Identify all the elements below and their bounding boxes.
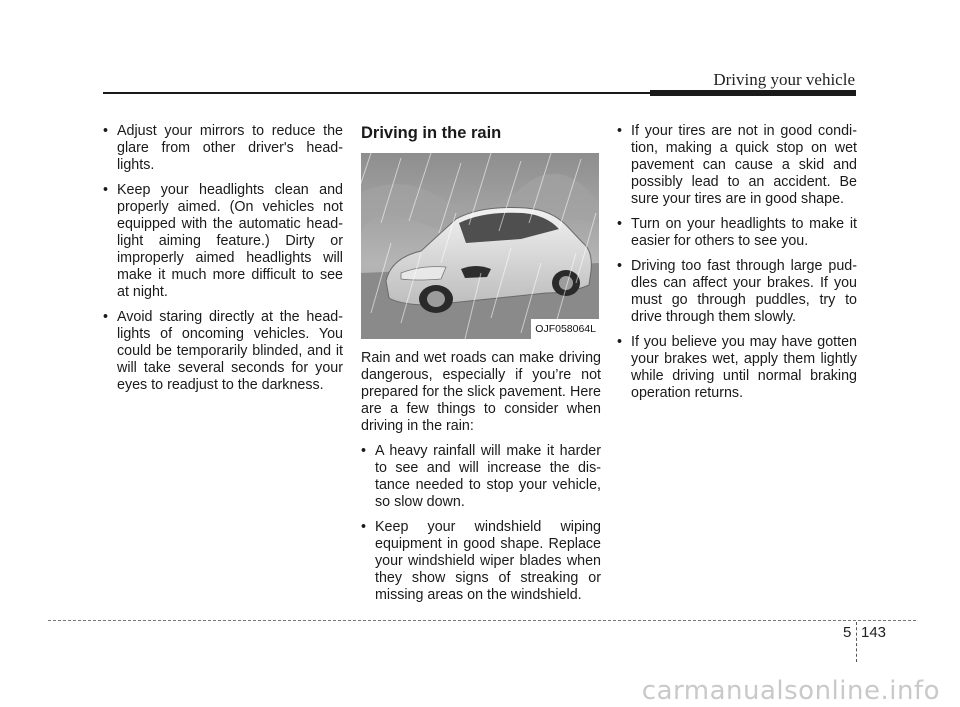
bullet-glyph: • bbox=[617, 123, 623, 139]
list-item bbox=[103, 123, 343, 174]
watermark: carmanualsonline.info bbox=[641, 676, 940, 706]
list-item-text: Keep your windshield wiping equipment in good shape. Replace your windshield wiper blades when they show signs of streaking or missing areas on the windshield. bbox=[375, 519, 601, 603]
list-item bbox=[103, 182, 343, 301]
list-item bbox=[103, 309, 343, 394]
list-item bbox=[617, 258, 857, 326]
bullet-glyph: • bbox=[103, 309, 109, 325]
list-item bbox=[361, 519, 601, 604]
bullet-glyph: • bbox=[617, 334, 623, 350]
bullet-glyph: • bbox=[617, 216, 623, 232]
rain-car-illustration bbox=[361, 153, 599, 339]
list-item-text: Driving too fast through large pud-dles can affect your brakes. If you must go through puddles, try to drive through them slowly. bbox=[631, 258, 857, 325]
list-item bbox=[617, 216, 857, 250]
page-header-title: Driving your vehicle bbox=[713, 70, 855, 89]
page-number: 143 bbox=[861, 624, 887, 641]
list-item-text: Avoid staring directly at the head-lights of oncoming vehicles. You could be temporarily blinded, and it will take several seconds for your eyes to readjust to the darkness. bbox=[117, 309, 343, 393]
left-column bbox=[103, 123, 343, 402]
bullet-glyph: • bbox=[361, 519, 367, 535]
footer-divider bbox=[856, 622, 857, 662]
bullet-glyph: • bbox=[361, 443, 367, 459]
list-item bbox=[617, 123, 857, 208]
list-item-text: Turn on your headlights to make it easier for others to see you. bbox=[631, 216, 857, 249]
list-item bbox=[361, 443, 601, 511]
section-title: Driving in the rain bbox=[361, 124, 502, 142]
list-item-text: If you believe you may have gotten your brakes wet, apply them lightly while driving until normal braking operation returns. bbox=[631, 334, 857, 401]
list-item-text: A heavy rainfall will make it harder to see and will increase the dis-tance needed to stop your vehicle, so slow down. bbox=[375, 443, 601, 510]
bullet-glyph: • bbox=[103, 123, 109, 139]
list-item-text: If your tires are not in good condi-tion, making a quick stop on wet pavement can cause a skid and possibly lead to an accident. Be sure your tires are in good shape. bbox=[631, 123, 857, 207]
list-item-text: Adjust your mirrors to reduce the glare from other driver's head-lights. bbox=[117, 123, 343, 173]
chapter-number: 5 bbox=[843, 624, 852, 641]
figure-code-label: OJF058064L bbox=[531, 319, 599, 339]
header-accent-bar bbox=[650, 90, 856, 96]
list-item-text: Keep your headlights clean and properly aimed. (On vehicles not equipped with the automatic head-light aiming feature.) Dirty or improperly aimed headlights will make it much more difficult to see at night. bbox=[117, 182, 343, 300]
bullet-glyph: • bbox=[617, 258, 623, 274]
car-in-rain-image bbox=[361, 153, 599, 339]
right-column bbox=[617, 123, 857, 410]
middle-column bbox=[361, 123, 601, 612]
list-item bbox=[617, 334, 857, 402]
intro-paragraph: Rain and wet roads can make driving dangerous, especially if you’re not prepared for the slick pavement. Here are a few things to consider when driving in the rain: bbox=[361, 350, 601, 434]
footer-dashed-rule bbox=[48, 620, 916, 621]
bullet-glyph: • bbox=[103, 182, 109, 198]
